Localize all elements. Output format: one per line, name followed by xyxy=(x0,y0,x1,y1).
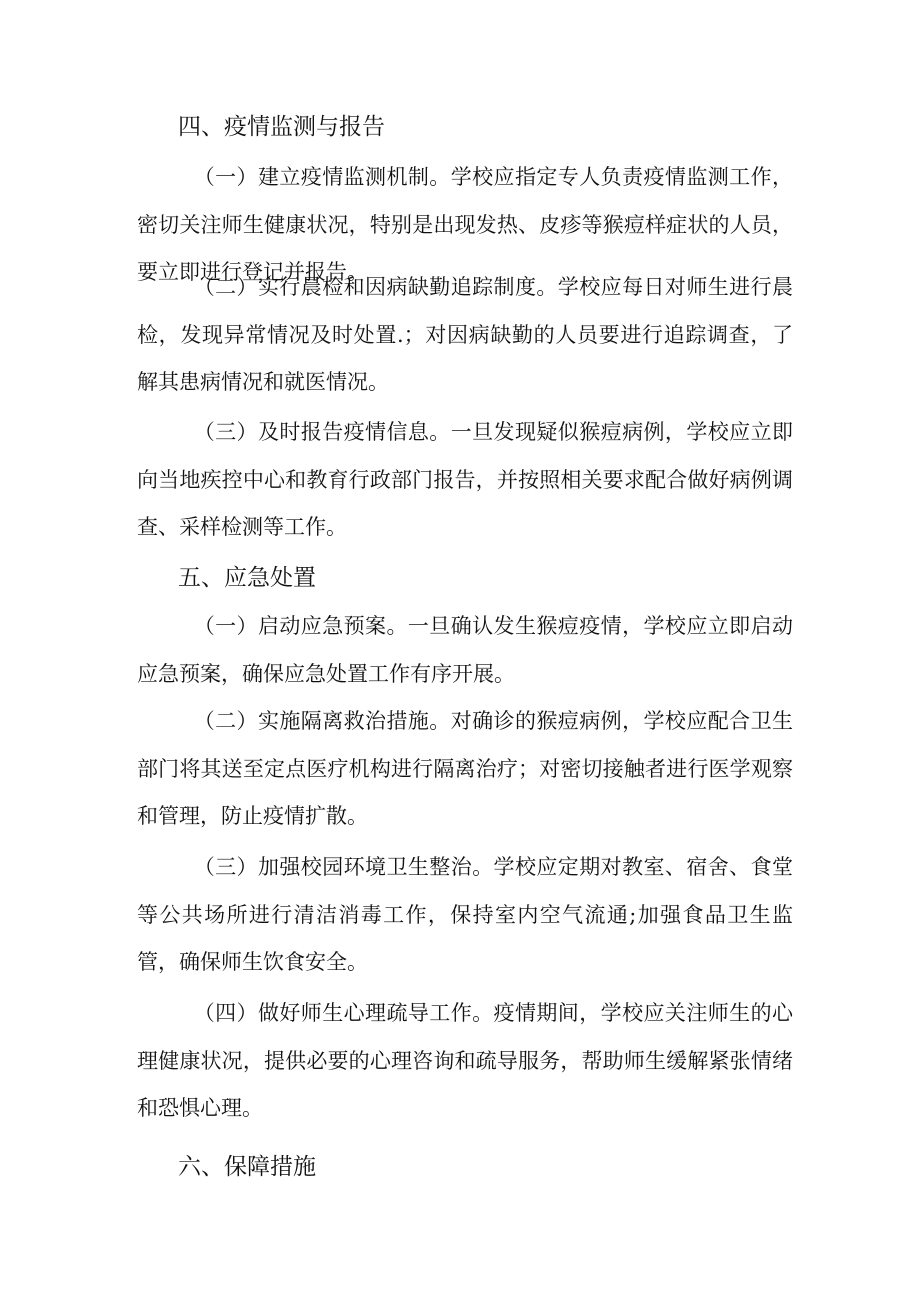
paragraph-5-3: （三）加强校园环境卫生整治。学校应定期对教室、宿舍、食堂等公共场所进行清洁消毒工作，保持室内空气流通;加强食品卫生监管，确保师生饮食安全。 xyxy=(137,855,793,974)
section-heading-6: 六、保障措施 xyxy=(178,1154,316,1180)
paragraph-5-2: （二）实施隔离救治措施。对确诊的猴痘病例，学校应配合卫生部门将其送至定点医疗机构进行隔离治疗；对密切接触者进行医学观察和管理，防止疫情扩散。 xyxy=(137,709,793,828)
paragraph-5-4: （四）做好师生心理疏导工作。疫情期间，学校应关注师生的心理健康状况，提供必要的心理咨询和疏导服务，帮助师生缓解紧张情绪和恐惧心理。 xyxy=(137,1001,793,1120)
paragraph-5-1: （一）启动应急预案。一旦确认发生猴痘疫情，学校应立即启动应急预案，确保应急处置工作有序开展。 xyxy=(137,614,793,686)
paragraph-4-3: （三）及时报告疫情信息。一旦发现疑似猴痘病例，学校应立即向当地疾控中心和教育行政部门报告，并按照相关要求配合做好病例调查、采样检测等工作。 xyxy=(137,420,793,539)
section-heading-5: 五、应急处置 xyxy=(178,565,316,591)
paragraph-4-2: （二）实行晨检和因病缺勤追踪制度。学校应每日对师生进行晨检，发现异常情况及时处置.；对因病缺勤的人员要进行追踪调查，了解其患病情况和就医情况。 xyxy=(137,275,793,394)
paragraph-4-1: （一）建立疫情监测机制。学校应指定专人负责疫情监测工作，密切关注师生健康状况，特别是出现发热、皮疹等猴痘样症状的人员，要立即进行登记并报告。 xyxy=(137,165,793,284)
section-heading-4: 四、疫情监测与报告 xyxy=(178,114,385,140)
